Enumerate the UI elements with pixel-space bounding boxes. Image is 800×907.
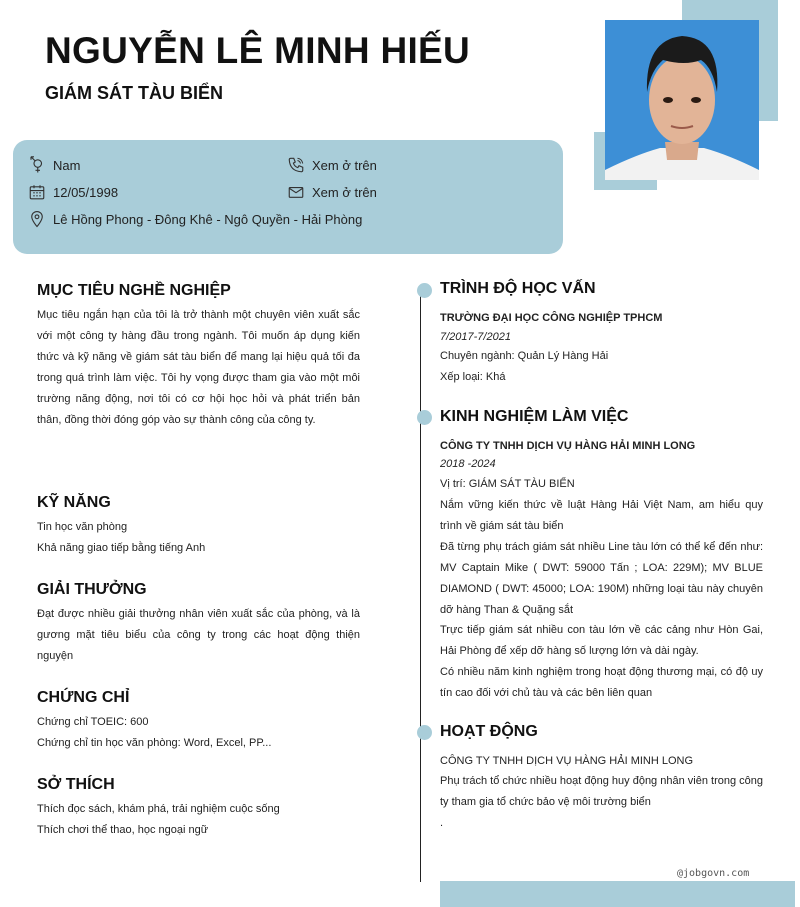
gender-value: Nam <box>53 157 81 173</box>
activities-description: Phụ trách tổ chức nhiều hoạt động huy động nhân viên trong công ty tham gia tổ chức bảo vệ môi trường biển <box>440 775 763 808</box>
phone-icon <box>287 156 305 174</box>
objective-heading: MỤC TIÊU NGHỀ NGHIỆP <box>37 282 231 299</box>
awards-text: Đạt được nhiều giải thưởng nhân viên xuất sắc của phòng, và là gương mặt tiêu biểu của công ty trong các hoạt động thiện nguyện <box>37 608 360 662</box>
experience-position: Vị trí: GIÁM SÁT TÀU BIỂN <box>440 478 575 490</box>
experience-description: Đã từng phụ trách giám sát nhiều Line tàu lớn có thể kể đến như: MV Captain Mike ( DWT: 59000 Tấn ; LOA: 229M); MV BLUE DIAMOND ( DWT: 45000; LOA: 190M) những loại tàu này chuyên dỡ hàng Than & Quặng sắt <box>440 541 763 616</box>
hobbies-heading: SỞ THÍCH <box>37 776 115 793</box>
activities-heading: HOẠT ĐỘNG <box>440 723 538 740</box>
education-grade: Xếp loại: Khá <box>440 371 506 383</box>
calendar-icon <box>28 183 46 201</box>
awards-heading: GIẢI THƯỞNG <box>37 581 147 598</box>
profile-photo <box>605 20 759 180</box>
activities-extra: . <box>440 817 444 829</box>
experience-description: Trực tiếp giám sát nhiều con tàu lớn về các cảng như Hòn Gai, Hải Phòng để xếp dỡ hàng số lượng lớn và dài ngày. <box>440 624 763 657</box>
school-name: TRƯỜNG ĐẠI HỌC CÔNG NGHIỆP TPHCM <box>440 312 663 324</box>
certificate-item: Chứng chỉ tin học văn phòng: Word, Excel, PP... <box>37 737 272 749</box>
experience-description: Nắm vững kiến thức về luật Hàng Hải Việt Nam, am hiểu quy trình về giám sát tàu biển <box>440 499 763 532</box>
info-phone <box>287 156 377 174</box>
skill-item: Khả năng giao tiếp bằng tiếng Anh <box>37 542 206 554</box>
timeline-dot-experience <box>417 410 432 425</box>
birthdate-value: 12/05/1998 <box>53 184 119 200</box>
candidate-name: NGUYỄN LÊ MINH HIẾU <box>45 30 471 71</box>
education-period: 7/2017-7/2021 <box>440 331 511 343</box>
objective-text: Mục tiêu ngắn hạn của tôi là trở thành một chuyên viên xuất sắc với một công ty hàng đầu trong ngành. Tôi muốn áp dụng kiến thức và kỹ năng về giám sát tàu biển để mang lại hiệu quả tối đa trong quá trình làm việc. Tôi hy vọng được tham gia vào một môi trường năng động, nơi tôi có cơ hội học hỏi và phát triển bản thân, đồng thời đóng góp vào sự thành công của công ty. <box>37 309 360 426</box>
job-title: GIÁM SÁT TÀU BIỂN <box>45 83 223 103</box>
decorative-footer-bar <box>440 881 795 907</box>
timeline-dot-activities <box>417 725 432 740</box>
email-value: Xem ở trên <box>312 184 377 200</box>
hobby-item: Thích đọc sách, khám phá, trải nghiệm cuộc sống <box>37 803 280 815</box>
address-value: Lê Hồng Phong - Đông Khê - Ngô Quyền - Hải Phòng <box>53 211 363 227</box>
timeline-line <box>420 288 421 882</box>
timeline-dot-education <box>417 283 432 298</box>
experience-heading: KINH NGHIỆM LÀM VIỆC <box>440 408 629 425</box>
activities-company: CÔNG TY TNHH DỊCH VỤ HÀNG HẢI MINH LONG <box>440 755 694 767</box>
location-pin-icon <box>28 210 46 228</box>
experience-description: Có nhiều năm kinh nghiệm trong hoạt động thương mại, có độ uy tín cao đối với chủ tàu và các bên liên quan <box>440 666 763 699</box>
info-birthdate <box>28 183 118 201</box>
skill-item: Tin học văn phòng <box>37 521 128 533</box>
experience-period: 2018 -2024 <box>440 458 496 470</box>
personal-info-panel <box>13 140 563 254</box>
envelope-icon <box>287 183 305 201</box>
info-email <box>287 183 377 201</box>
gender-icon <box>28 156 46 174</box>
info-gender <box>28 156 80 174</box>
phone-value: Xem ở trên <box>312 157 377 173</box>
education-heading: TRÌNH ĐỘ HỌC VẤN <box>440 280 596 297</box>
education-major: Chuyên ngành: Quản Lý Hàng Hải <box>440 350 609 362</box>
hobby-item: Thích chơi thể thao, học ngoại ngữ <box>37 824 209 836</box>
watermark-text: @jobgovn.com <box>677 868 750 879</box>
experience-company: CÔNG TY TNHH DỊCH VỤ HÀNG HẢI MINH LONG <box>440 440 696 452</box>
certificates-heading: CHỨNG CHỈ <box>37 689 130 706</box>
skills-heading: KỸ NĂNG <box>37 494 111 511</box>
info-address <box>28 210 362 228</box>
certificate-item: Chứng chỉ TOEIC: 600 <box>37 716 149 728</box>
